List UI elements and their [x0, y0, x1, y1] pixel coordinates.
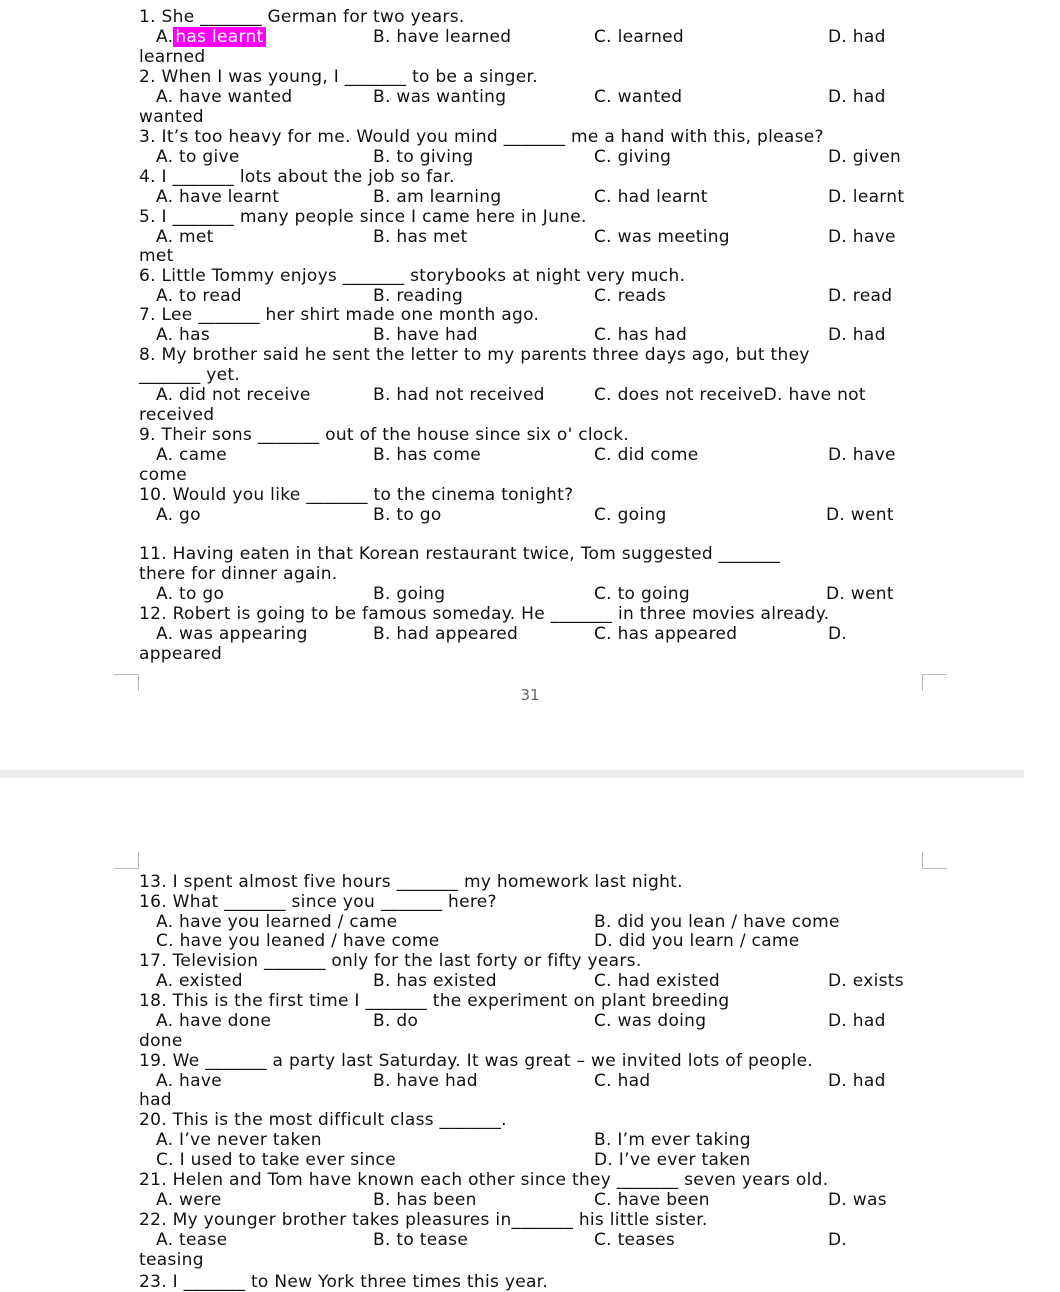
option-b[interactable]: B. to giving — [373, 147, 474, 167]
option-d[interactable]: D. — [828, 1230, 848, 1250]
option-b[interactable]: B. am learning — [373, 187, 502, 207]
option-d[interactable]: D. learnt — [828, 187, 905, 207]
options-10 — [139, 505, 928, 525]
option-b[interactable]: B. have learned — [373, 27, 512, 47]
option-d[interactable]: D. had — [828, 1011, 886, 1031]
option-c[interactable]: C. was meeting — [594, 227, 730, 247]
question-22: 22. My younger brother takes pleasures in_______ his little sister. — [139, 1210, 708, 1230]
option-a[interactable]: A. have done — [156, 1011, 272, 1031]
option-c[interactable]: C. going — [594, 505, 667, 525]
option-b[interactable]: B. I’m ever taking — [594, 1130, 751, 1150]
option-d[interactable]: D. have — [828, 445, 896, 465]
option-d[interactable]: D. was — [828, 1190, 887, 1210]
crop-mark — [114, 852, 139, 869]
option-b[interactable]: B. have had — [373, 325, 478, 345]
page-separator — [0, 770, 1024, 778]
question-8: 8. My brother said he sent the letter to my parents three days ago, but they — [139, 345, 810, 365]
options-7 — [139, 325, 928, 345]
option-c-d[interactable]: C. does not receiveD. have not — [594, 385, 866, 405]
option-b[interactable]: B. has met — [373, 227, 468, 247]
option-d[interactable]: D. I’ve ever taken — [594, 1150, 751, 1170]
options-21 — [139, 1190, 928, 1210]
option-c[interactable]: C. have you leaned / have come — [156, 931, 440, 951]
option-a[interactable]: A. to go — [156, 584, 225, 604]
option-a[interactable]: A. go — [156, 505, 201, 525]
question-19: 19. We _______ a party last Saturday. It was great – we invited lots of people. — [139, 1051, 814, 1071]
option-d[interactable]: D. given — [828, 147, 902, 167]
options-16-ab — [139, 912, 928, 932]
question-11: 11. Having eaten in that Korean restaurant twice, Tom suggested _______ — [139, 544, 781, 564]
question-5: 5. I _______ many people since I came here in June. — [139, 207, 587, 227]
option-tail: teasing — [139, 1250, 204, 1270]
question-7: 7. Lee _______ her shirt made one month ago. — [139, 305, 540, 325]
question-1: 1. She _______ German for two years. — [139, 7, 465, 27]
option-tail: done — [139, 1031, 183, 1051]
option-c[interactable]: C. teases — [594, 1230, 676, 1250]
option-a[interactable]: A. was appearing — [156, 624, 308, 644]
option-tail: received — [139, 405, 215, 425]
option-b[interactable]: B. had appeared — [373, 624, 519, 644]
option-a[interactable]: A. I’ve never taken — [156, 1130, 322, 1150]
option-d[interactable]: D. — [828, 624, 848, 644]
option-a[interactable]: A. existed — [156, 971, 243, 991]
option-c[interactable]: C. have been — [594, 1190, 710, 1210]
options-4 — [139, 187, 928, 207]
options-5 — [139, 227, 928, 247]
option-c[interactable]: C. wanted — [594, 87, 683, 107]
option-c[interactable]: C. did come — [594, 445, 699, 465]
option-d[interactable]: D. read — [828, 286, 893, 306]
options-22 — [139, 1230, 928, 1250]
option-b[interactable]: B. was wanting — [373, 87, 507, 107]
option-c[interactable]: C. had — [594, 1071, 651, 1091]
options-6 — [139, 286, 928, 306]
option-tail: wanted — [139, 107, 204, 127]
option-c[interactable]: C. reads — [594, 286, 667, 306]
option-c[interactable]: C. had existed — [594, 971, 720, 991]
page-32 — [0, 778, 1024, 1292]
option-tail: had — [139, 1090, 172, 1110]
option-b[interactable]: B. do — [373, 1011, 419, 1031]
option-c[interactable]: C. was doing — [594, 1011, 707, 1031]
option-d[interactable]: D. had — [828, 325, 886, 345]
question-9: 9. Their sons _______ out of the house since six o' clock. — [139, 425, 630, 445]
option-d[interactable]: D. went — [826, 584, 894, 604]
option-a[interactable]: A. came — [156, 445, 228, 465]
option-b[interactable]: B. has come — [373, 445, 481, 465]
option-d[interactable]: D. had — [828, 27, 886, 47]
question-17: 17. Television _______ only for the last forty or fifty years. — [139, 951, 642, 971]
option-a[interactable]: A. have learnt — [156, 187, 280, 207]
option-b[interactable]: B. has been — [373, 1190, 477, 1210]
options-18 — [139, 1011, 928, 1031]
option-d[interactable]: D. did you learn / came — [594, 931, 800, 951]
options-16-cd — [139, 931, 928, 951]
option-tail: appeared — [139, 644, 223, 664]
options-20-cd — [139, 1150, 928, 1170]
options-2 — [139, 87, 928, 107]
question-16: 16. What _______ since you _______ here? — [139, 892, 497, 912]
options-17 — [139, 971, 928, 991]
option-c[interactable]: C. I used to take ever since — [156, 1150, 396, 1170]
crop-mark — [922, 852, 947, 869]
options-12 — [139, 624, 928, 644]
option-b[interactable]: B. going — [373, 584, 446, 604]
options-9 — [139, 445, 928, 465]
question-6: 6. Little Tommy enjoys _______ storybooks at night very much. — [139, 266, 686, 286]
question-23-partial: 23. I _______ to New York three times this year. — [139, 1272, 549, 1292]
option-a[interactable]: A. have — [156, 1071, 222, 1091]
question-3: 3. It’s too heavy for me. Would you mind _______ me a hand with this, please? — [139, 127, 824, 147]
option-c[interactable]: C. to going — [594, 584, 690, 604]
question-21: 21. Helen and Tom have known each other since they _______ seven years old. — [139, 1170, 829, 1190]
option-a[interactable]: A. have wanted — [156, 87, 293, 107]
option-c[interactable]: C. giving — [594, 147, 672, 167]
option-b[interactable]: B. to tease — [373, 1230, 469, 1250]
question-10: 10. Would you like _______ to the cinema tonight? — [139, 485, 574, 505]
option-d[interactable]: D. went — [826, 505, 894, 525]
option-d[interactable]: D. exists — [828, 971, 904, 991]
option-c[interactable]: C. learned — [594, 27, 684, 47]
option-a[interactable]: A. to read — [156, 286, 242, 306]
option-b[interactable]: B. to go — [373, 505, 442, 525]
option-d[interactable]: D. have — [828, 227, 896, 247]
option-d[interactable]: D. had — [828, 87, 886, 107]
option-a[interactable]: A. did not receive — [156, 385, 311, 405]
question-4: 4. I _______ lots about the job so far. — [139, 167, 455, 187]
options-1 — [139, 27, 928, 47]
highlighted-answer: has learnt — [175, 27, 264, 47]
question-13: 13. I spent almost five hours _______ my homework last night. — [139, 872, 683, 892]
question-2: 2. When I was young, I _______ to be a singer. — [139, 67, 538, 87]
option-b[interactable]: B. have had — [373, 1071, 478, 1091]
page-number: 31 — [520, 686, 540, 704]
option-tail: learned — [139, 47, 206, 67]
question-11-cont: there for dinner again. — [139, 564, 338, 584]
option-a[interactable]: A. have you learned / came — [156, 912, 398, 932]
option-c[interactable]: C. has had — [594, 325, 688, 345]
option-a[interactable]: A. to give — [156, 147, 240, 167]
option-b[interactable]: B. did you lean / have come — [594, 912, 840, 932]
question-18: 18. This is the first time I _______ the experiment on plant breeding — [139, 991, 730, 1011]
option-tail: come — [139, 465, 187, 485]
question-12: 12. Robert is going to be famous someday. He _______ in three movies already. — [139, 604, 830, 624]
question-8-cont: _______ yet. — [139, 365, 241, 385]
options-11 — [139, 584, 928, 604]
option-b[interactable]: B. had not received — [373, 385, 545, 405]
option-d[interactable]: D. had — [828, 1071, 886, 1091]
option-a[interactable]: A. were — [156, 1190, 222, 1210]
option-a[interactable]: A. tease — [156, 1230, 228, 1250]
options-8 — [139, 385, 928, 405]
question-20: 20. This is the most difficult class _______. — [139, 1110, 507, 1130]
option-b[interactable]: B. reading — [373, 286, 464, 306]
option-a[interactable]: A. has learnt — [156, 27, 264, 47]
options-19 — [139, 1071, 928, 1091]
options-3 — [139, 147, 928, 167]
option-c[interactable]: C. had learnt — [594, 187, 708, 207]
option-a[interactable]: A. met — [156, 227, 214, 247]
option-b[interactable]: B. has existed — [373, 971, 497, 991]
option-c[interactable]: C. has appeared — [594, 624, 738, 644]
option-a[interactable]: A. has — [156, 325, 210, 345]
option-tail: met — [139, 246, 174, 266]
options-20-ab — [139, 1130, 928, 1150]
